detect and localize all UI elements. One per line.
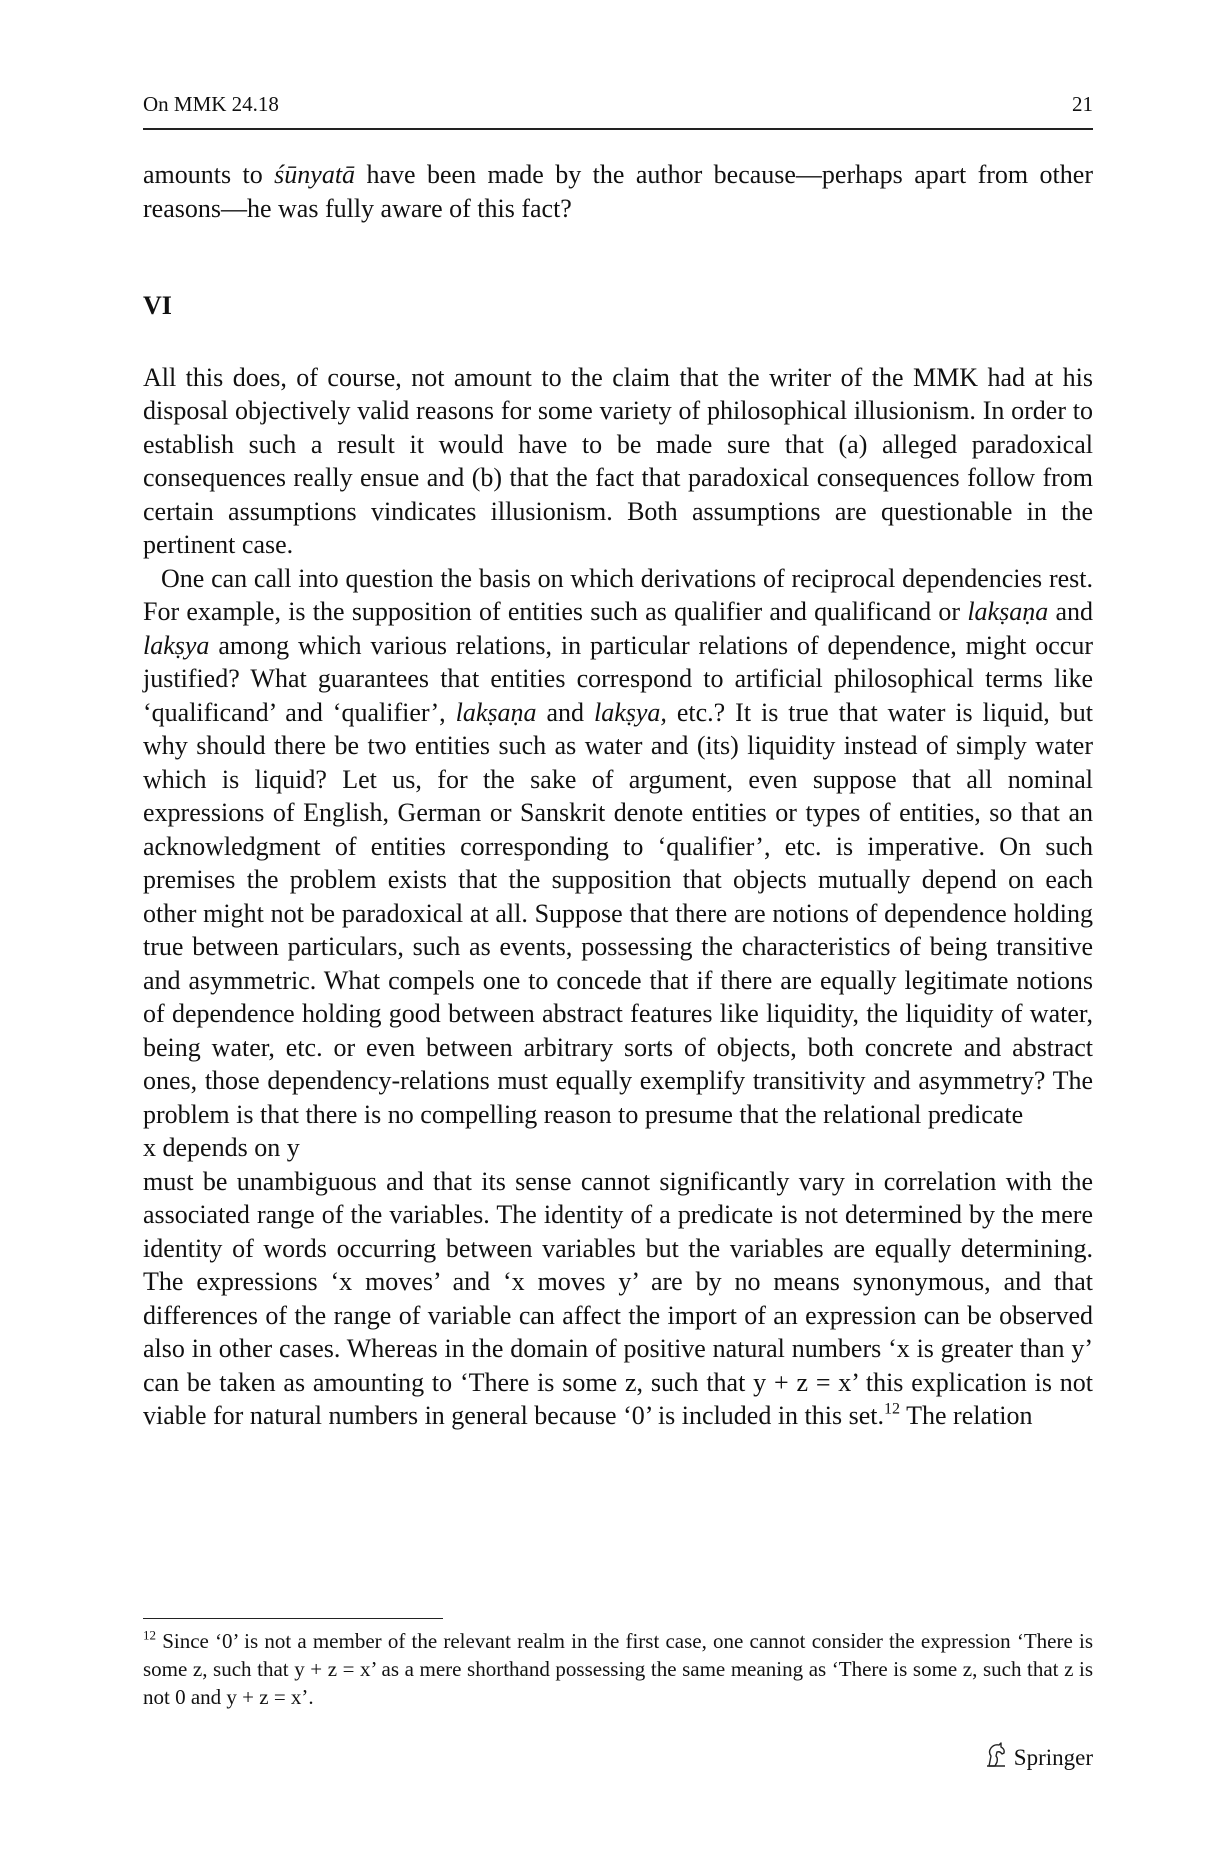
- text-run: Since ‘0’ is not a member of the relevant realm in the first case, one cannot consider the expression ‘There is some z, such that y + z = x’ as a mere shorthand possessing the same meaning as ‘There is some z, such that z is not 0 and y + z = x’.: [143, 1629, 1093, 1709]
- italic-term: lakṣaṇa: [967, 597, 1049, 626]
- paragraph-1: All this does, of course, not amount to the claim that the writer of the MMK had at his disposal objectively valid reasons for some variety of philosophical illusionism. In order to establish such a result it would have to be made sure that (a) alleged paradoxical consequences really ensue and (b) that the fact that paradoxical consequences follow from certain assumptions vindicates illusionism. Both assumptions are questionable in the pertinent case.: [143, 362, 1093, 559]
- footnote: [143, 1627, 1093, 1711]
- text-run: etc.? It is true that water is liquid, but why should there be two entities such as water and (its) liquidity instead of simply water which is liquid? Let us, for the sake of argument, even suppose that all nominal expressions of English, German or Sanskrit denote entities or types of entities, so that an acknowledgment of entities corresponding to ‘qualifier’, etc. is imperative. On such premises the problem exists that the supposition that objects mutually depend on each other might not be paradoxical at all. Suppose that there are notions of dependence holding true between particulars, such as events, possessing the characteristics of being transitive and asymmetric. What compels one to concede that if there are equally legitimate notions of dependence holding good between abstract features like liquidity, the liquidity of water, being water, etc. or even between arbitrary sorts of objects, both concrete and abstract ones, those dependency-relations must equally exemplify transitivity and asymmetry? The problem is that there is no compelling reason to presume that the relational predicate: [143, 697, 1093, 1129]
- text-run: and: [536, 697, 594, 727]
- paragraph-2: [143, 562, 1093, 1132]
- footnote-divider: [143, 1618, 443, 1619]
- publisher-logo: [984, 1742, 1093, 1774]
- italic-term: lakṣya,: [593, 697, 667, 727]
- page-number: 21: [1072, 92, 1093, 116]
- formula: x depends on y: [143, 1133, 300, 1162]
- text-run: amounts to: [143, 160, 275, 189]
- footnote-ref-link[interactable]: 12: [884, 1400, 901, 1418]
- text-run: One can call into question the basis on which derivations of reciprocal dependencies rest. For example, is the supposition of entities such as qualifier and qualificand or: [143, 563, 1093, 626]
- intro-paragraph: [143, 158, 1093, 225]
- footnote-text: [143, 1627, 1093, 1711]
- text-run: must be unambiguous and that its sense cannot significantly vary in correlation with the associated range of the variables. The identity of a predicate is not determined by the mere identity of words occurring between variables but the variables are equally determining. The expressions ‘x moves’ and ‘x moves y’ are by no means synonymous, and that differences of the range of variable can affect the import of an expression can be observed also in other cases. Whereas in the domain of positive natural numbers ‘x is greater than y’ can be taken as amounting to ‘There is some z, such that y + z = x’ this explication is not viable for natural numbers in general because ‘0’ is included in this set.: [143, 1166, 1093, 1430]
- text-run: and: [1048, 597, 1093, 626]
- text-run: among which various relations, in particular relations of dependence, might occur justified? What guarantees that entities correspond to artificial philosophical terms like ‘qualificand’ and ‘qualifier’,: [143, 630, 1093, 727]
- italic-term: śūnyatā: [274, 160, 356, 189]
- springer-horse-icon: [984, 1742, 1008, 1774]
- italic-term: lakṣya: [143, 630, 210, 660]
- italic-term: lakṣaṇa: [455, 697, 537, 727]
- page-header: [143, 88, 1093, 130]
- running-head: On MMK 24.18: [143, 92, 279, 116]
- publisher-name: Springer: [1013, 1745, 1093, 1770]
- paragraph-3: [143, 1165, 1093, 1433]
- text-run: The relation: [900, 1401, 1033, 1430]
- text-run: have been made by the author because—perhaps apart from other reasons—he was fully aware of this fact?: [143, 160, 1093, 223]
- main-text: [143, 158, 1093, 1433]
- section-heading: VI: [143, 291, 172, 320]
- footnote-number: 12: [143, 1627, 157, 1643]
